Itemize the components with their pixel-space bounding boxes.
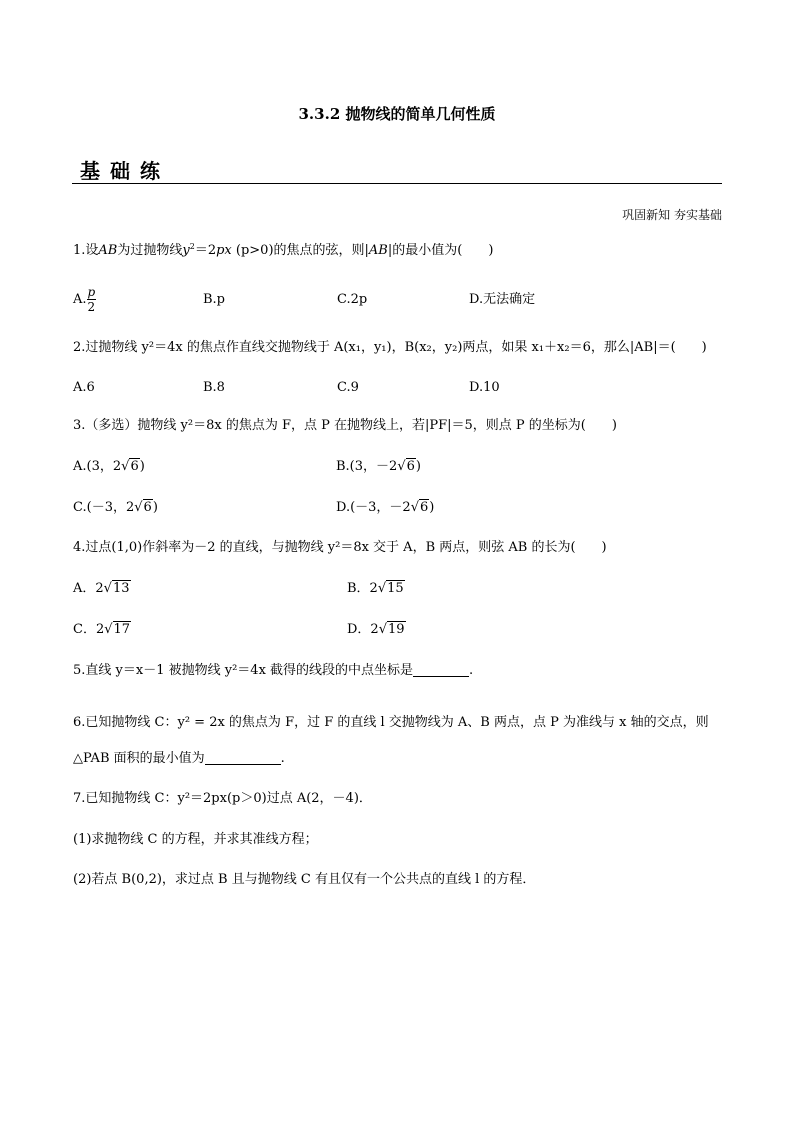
question-1: 1.设AB为过抛物线$y^2=2px$ (p>0)的焦点的弦，则|AB|的最小值为( )	[73, 242, 494, 258]
question-6-line-1: 6.已知抛物线 C：y² = 2x 的焦点为 F，过 F 的直线 l 交抛物线为 A、B 两点，点 P 为准线与 x 轴的交点，则	[73, 715, 709, 730]
q3-option-d: D.(－3，－2√6)	[336, 500, 435, 515]
question-7-part-2: (2)若点 B(0,2)，求过点 B 且与抛物线 C 有且仅有一个公共点的直线 l 的方程．	[73, 872, 536, 887]
q4-option-b: B．2√15	[347, 581, 404, 596]
question-7: 7.已知抛物线 C：y²＝2px(p＞0)过点 A(2，－4)．	[73, 791, 372, 806]
subheading: 巩固新知 夯实基础	[622, 208, 722, 222]
q1-option-d: D.无法确定	[469, 292, 536, 307]
question-4: 4.过点(1,0)作斜率为－2 的直线，与抛物线 y²＝8x 交于 A，B 两点，则弦 AB 的长为( )	[73, 540, 607, 555]
q2-option-a: A.6	[73, 380, 95, 395]
question-2: 2.过抛物线 y²＝4x 的焦点作直线交抛物线于 A(x₁，y₁)，B(x₂，y₂)两点，如果 x₁＋x₂＝6，那么|AB|＝( )	[73, 340, 707, 355]
q1-option-c: C.2p	[337, 292, 368, 307]
q1-option-a: A. $\frac{p}{2}$	[73, 285, 96, 314]
question-5: 5.直线 y＝x－1 被抛物线 y²＝4x 截得的线段的中点坐标是 .	[73, 663, 474, 678]
q3-option-c: C.(－3，2√6)	[73, 500, 158, 515]
q4-option-c: C．2√17	[73, 622, 131, 637]
answer-blank[interactable]	[205, 764, 281, 765]
question-7-part-1: (1)求抛物线 C 的方程，并求其准线方程；	[73, 832, 318, 847]
section-rule	[72, 183, 722, 184]
question-6-line-2: △PAB 面积的最小值为 .	[73, 751, 285, 766]
answer-blank[interactable]	[413, 676, 469, 677]
q3-option-b: B.(3，－2√6)	[336, 459, 421, 474]
q2-option-c: C.9	[337, 380, 359, 395]
section-label: 基础练	[80, 159, 170, 183]
q2-option-b: B.8	[203, 380, 225, 395]
q2-option-d: D.10	[469, 380, 500, 395]
q1-option-b: B.p	[203, 292, 226, 307]
q4-option-d: D．2√19	[347, 622, 405, 637]
q3-option-a: A.(3，2√6)	[73, 459, 145, 474]
q4-option-a: A．2√13	[73, 581, 130, 596]
question-3: 3.（多选）抛物线 y²＝8x 的焦点为 F，点 P 在抛物线上，若|PF|＝5，则点 P 的坐标为( )	[73, 418, 617, 433]
page-title: 3.3.2 抛物线的简单几何性质	[298, 105, 496, 123]
